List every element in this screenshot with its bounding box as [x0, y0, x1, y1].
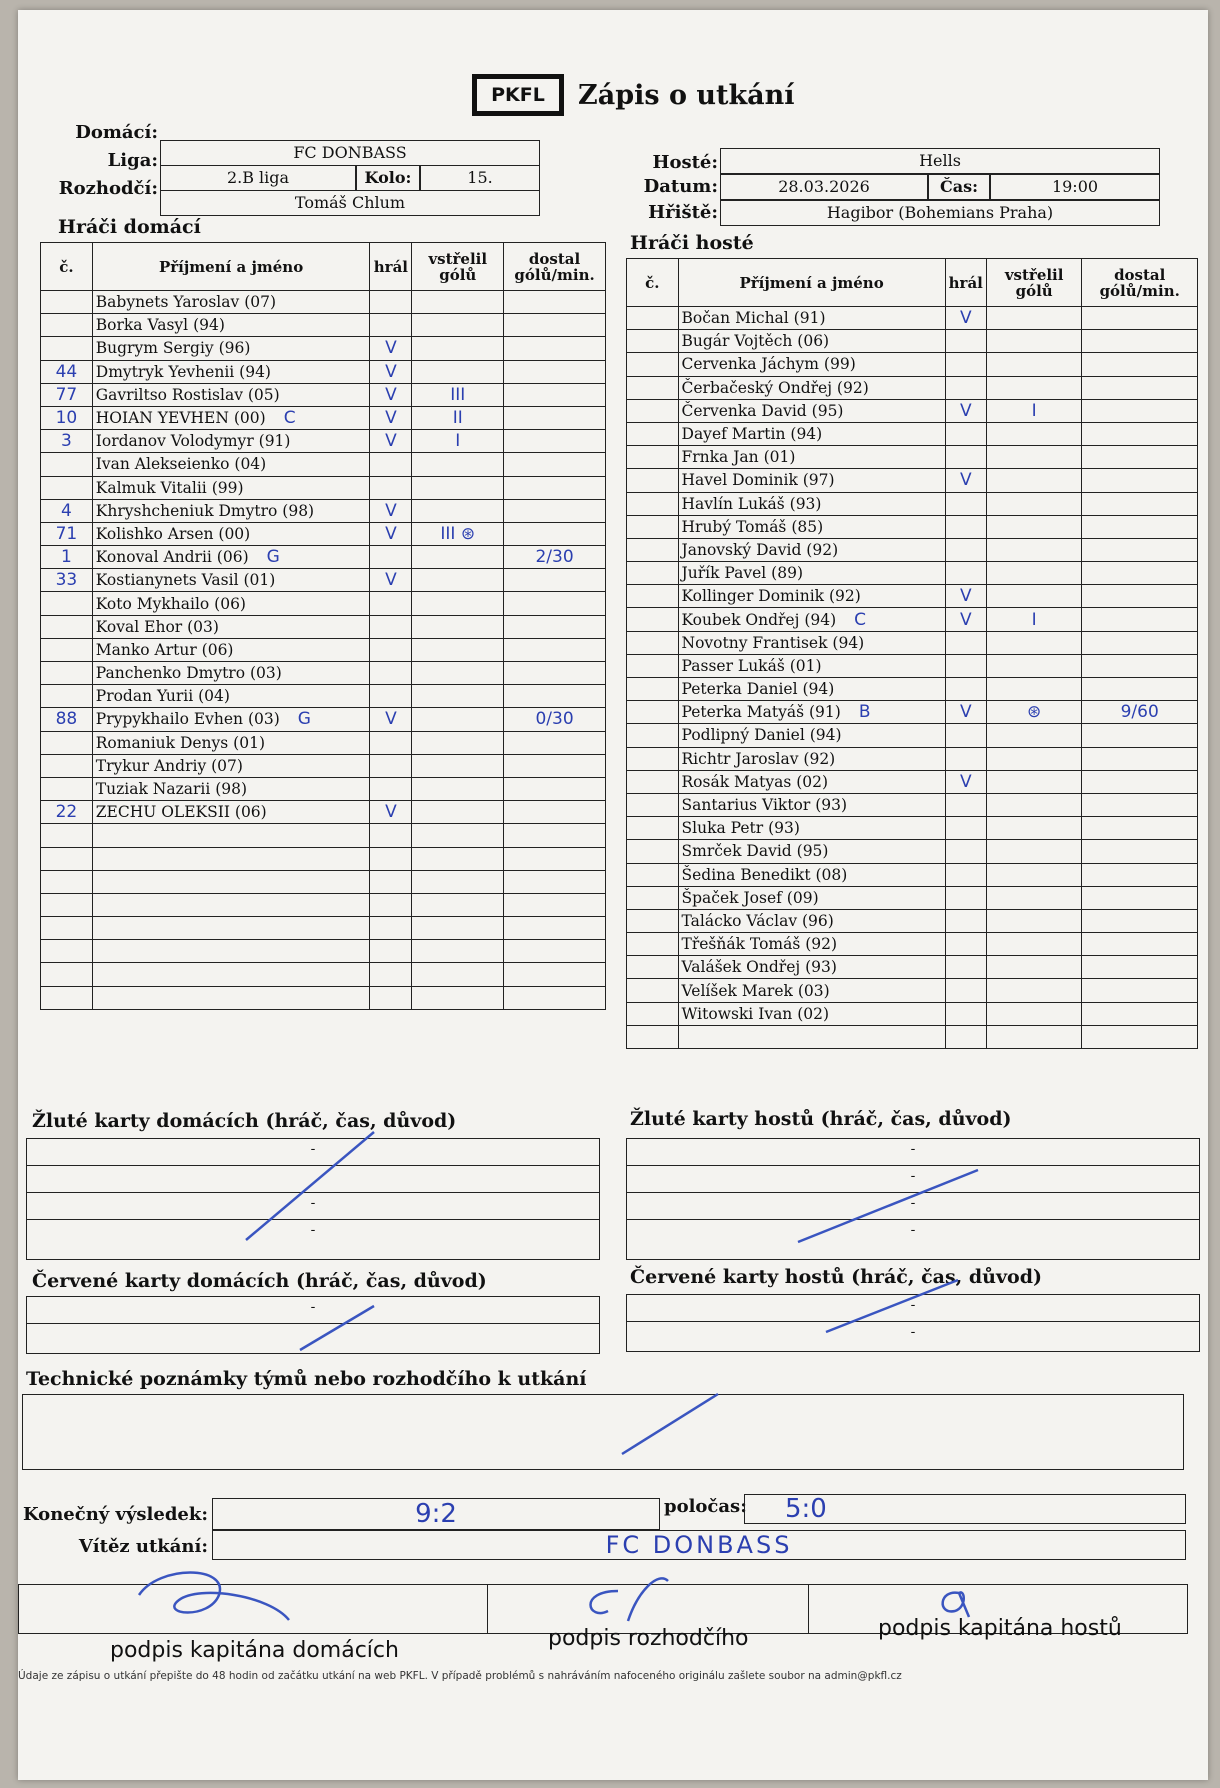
final-result-label: Konečný výsledek: — [22, 1504, 208, 1525]
pitch-label: Hřiště: — [648, 202, 718, 223]
date-label: Datum: — [643, 176, 718, 197]
red-cards-away-title: Červené karty hostů (hráč, čas, důvod) — [630, 1266, 1042, 1288]
goals-mark: ⊛ — [986, 701, 1082, 724]
away-captain-signature-label: podpis kapitána hostů — [878, 1616, 1122, 1641]
played-mark: V — [945, 307, 986, 330]
away-label: Hosté: — [652, 152, 718, 173]
played-mark: V — [945, 701, 986, 724]
player-name-text: Santarius Viktor (93) — [681, 796, 848, 815]
col-played: hrál — [945, 259, 986, 307]
player-name-text: Babynets Yaroslav (07) — [95, 293, 277, 312]
player-name-text: Manko Artur (06) — [95, 640, 234, 659]
card-row: - — [627, 1295, 1199, 1322]
player-number: 88 — [41, 708, 93, 731]
home-label: Domácí: — [75, 122, 158, 143]
player-name-text: Valášek Ondřej (93) — [681, 958, 837, 977]
played-mark: V — [945, 608, 986, 631]
player-name-text: Kalmuk Vitalii (99) — [95, 478, 244, 497]
played-mark: V — [370, 383, 412, 406]
player-number: 1 — [41, 546, 93, 569]
signature-scribble — [568, 1571, 708, 1631]
home-players-title: Hráči domácí — [58, 216, 201, 238]
away-players-title: Hráči hosté — [630, 232, 754, 254]
card-row: - — [27, 1139, 599, 1166]
home-captain-signature-label: podpis kapitána domácích — [110, 1638, 399, 1663]
player-number: 77 — [41, 383, 93, 406]
played-mark: V — [370, 337, 412, 360]
league-label: Liga: — [107, 150, 158, 171]
player-name-text: Bočan Michal (91) — [681, 309, 826, 328]
player-name-text: Borka Vasyl (94) — [95, 316, 225, 335]
player-name-text: Khryshcheniuk Dmytro (98) — [95, 501, 315, 520]
played-mark: V — [370, 522, 412, 545]
yellow-cards-home-title: Žluté karty domácích (hráč, čas, důvod) — [32, 1110, 457, 1132]
home-team-field: FC DONBASS — [160, 140, 540, 166]
player-name-text: Havel Dominik (97) — [681, 471, 835, 490]
player-name-text: Witowski Ivan (02) — [681, 1004, 830, 1023]
player-name-text: Koto Mykhailo (06) — [95, 594, 246, 613]
player-name-text: Talácko Václav (96) — [681, 911, 834, 930]
played-mark: V — [370, 569, 412, 592]
player-name-text: Peterka Daniel (94) — [681, 680, 835, 699]
player-name-text: Tuziak Nazarii (98) — [95, 780, 248, 799]
player-number: 3 — [41, 430, 93, 453]
halftime-field: 5:0 — [744, 1494, 1186, 1524]
col-scored: vstřelil gólů — [412, 243, 504, 291]
player-name-text: Kostianynets Vasil (01) — [95, 571, 276, 590]
date-field: 28.03.2026 — [720, 174, 928, 200]
player-name-text: Panchenko Dmytro (03) — [95, 664, 282, 683]
player-name-text: Gavriltso Rostislav (05) — [95, 385, 280, 404]
player-name-text: Trykur Andriy (07) — [95, 756, 243, 775]
player-name-text: Rosák Matyas (02) — [681, 772, 829, 791]
referee-signature-label: podpis rozhodčího — [548, 1626, 749, 1651]
player-name-text: Sluka Petr (93) — [681, 819, 800, 838]
time-label: Čas: — [928, 174, 990, 200]
player-number: 4 — [41, 499, 93, 522]
col-scored: vstřelil gólů — [986, 259, 1082, 307]
player-role-note: G — [266, 547, 280, 568]
league-field: 2.B liga — [160, 165, 356, 191]
card-row: - — [910, 1222, 916, 1238]
player-name-text: Červenka David (95) — [681, 401, 844, 420]
card-row: - — [910, 1324, 916, 1340]
final-result-field: 9:2 — [212, 1498, 660, 1530]
player-number: 71 — [41, 522, 93, 545]
player-name-text: HOIAN YEVHEN (00) — [95, 409, 266, 428]
player-name-text: ZECHU OLEKSII (06) — [95, 803, 267, 822]
round-label: Kolo: — [356, 165, 420, 191]
player-name-text: Frnka Jan (01) — [681, 448, 796, 467]
player-name-text: Podlipný Daniel (94) — [681, 726, 842, 745]
col-conceded: dostal gólů/min. — [1082, 259, 1198, 307]
pkfl-logo: PKFL — [472, 74, 564, 116]
strike-line — [798, 1170, 978, 1242]
played-mark: V — [945, 399, 986, 422]
player-name-text: Koval Ehor (03) — [95, 617, 219, 636]
player-number: 33 — [41, 569, 93, 592]
strike-line — [246, 1132, 374, 1240]
played-mark: V — [370, 430, 412, 453]
conceded-mark: 2/30 — [504, 546, 606, 569]
winner-field: FC DONBASS — [212, 1530, 1186, 1560]
card-row: - — [627, 1193, 1199, 1220]
goals-mark: I — [986, 399, 1082, 422]
player-name-text: Ivan Alekseienko (04) — [95, 455, 267, 474]
player-name-text: Šedina Benedikt (08) — [681, 865, 848, 884]
pitch-field: Hagibor (Bohemians Praha) — [720, 200, 1160, 226]
player-name-text: Hrubý Tomáš (85) — [681, 517, 824, 536]
played-mark: V — [370, 708, 412, 731]
played-mark: V — [370, 499, 412, 522]
player-role-note: C — [283, 408, 296, 429]
player-number: 44 — [41, 360, 93, 383]
yellow-cards-away-title: Žluté karty hostů (hráč, čas, důvod) — [630, 1108, 1012, 1130]
halftime-label: poločas: — [664, 1496, 747, 1517]
footer-note: Údaje ze zápisu o utkání přepište do 48 hodin od začátku utkání na web PKFL. V případě problémů s nahráváním nafoceného originálu zašlete soubor na admin@pkfl.cz — [18, 1670, 902, 1682]
played-mark: V — [370, 801, 412, 824]
player-name-text: Havlín Lukáš (93) — [681, 494, 822, 513]
player-name-text: Špaček Josef (09) — [681, 888, 819, 907]
player-name-text: Janovský David (92) — [681, 540, 839, 559]
card-row: - — [627, 1139, 1199, 1166]
player-name-text: Bugrym Sergiy (96) — [95, 339, 251, 358]
player-number: 10 — [41, 406, 93, 429]
goals-mark: I — [412, 430, 504, 453]
strike-line — [622, 1394, 718, 1454]
player-role-note: C — [854, 609, 867, 630]
player-name-text: Romaniuk Denys (01) — [95, 733, 265, 752]
player-name-text: Prodan Yurii (04) — [95, 687, 230, 706]
player-name-text: Koubek Ondřej (94) — [681, 610, 837, 629]
card-row: - — [627, 1166, 1199, 1193]
player-name-text: Kolishko Arsen (00) — [95, 524, 251, 543]
signature-scribble — [119, 1565, 319, 1625]
player-number: 22 — [41, 801, 93, 824]
col-conceded: dostal gólů/min. — [504, 243, 606, 291]
played-mark: V — [370, 360, 412, 383]
player-name-text: Dayef Martin (94) — [681, 425, 823, 444]
goals-mark: III ⊛ — [412, 522, 504, 545]
card-row: - — [27, 1297, 599, 1324]
played-mark: V — [945, 469, 986, 492]
player-role-note: G — [297, 709, 311, 730]
strike-line — [300, 1306, 374, 1350]
player-name-text: Peterka Matyáš (91) — [681, 703, 841, 722]
player-name-text: Smrček David (95) — [681, 842, 829, 861]
col-number: č. — [627, 259, 679, 307]
player-name-text: Velíšek Marek (03) — [681, 981, 830, 1000]
player-name-text: Passer Lukáš (01) — [681, 656, 822, 675]
played-mark: V — [945, 770, 986, 793]
player-name-text: Čerbačeský Ondřej (92) — [681, 378, 869, 397]
player-name-text: Dmytryk Yevhenii (94) — [95, 362, 271, 381]
conceded-mark: 0/30 — [504, 708, 606, 731]
winner-label: Vítěz utkání: — [78, 1536, 208, 1557]
player-role-note: B — [858, 702, 871, 723]
away-team-field: Hells — [720, 148, 1160, 174]
player-name-text: Třešňák Tomáš (92) — [681, 935, 838, 954]
player-name-text: Prypykhailo Evhen (03) — [95, 710, 280, 729]
page-title: Zápis o utkání — [578, 80, 795, 111]
player-name-text: Kollinger Dominik (92) — [681, 587, 861, 606]
goals-mark: II — [412, 406, 504, 429]
player-name-text: Juřík Pavel (89) — [681, 564, 804, 583]
home-captain-signature-box — [19, 1585, 488, 1633]
referee-label: Rozhodčí: — [58, 178, 158, 199]
played-mark: V — [945, 585, 986, 608]
referee-field: Tomáš Chlum — [160, 190, 540, 216]
player-name-text: Richtr Jaroslav (92) — [681, 749, 836, 768]
player-name-text: Iordanov Volodymyr (91) — [95, 432, 291, 451]
match-sheet — [18, 10, 1208, 1780]
red-cards-home-title: Červené karty domácích (hráč, čas, důvod) — [32, 1270, 487, 1292]
col-name: Příjmení a jméno — [92, 243, 370, 291]
time-field: 19:00 — [990, 174, 1160, 200]
card-row: - — [27, 1193, 599, 1220]
player-name-text: Konoval Andrii (06) — [95, 548, 249, 567]
player-name-text: Bugár Vojtěch (06) — [681, 332, 830, 351]
col-name: Příjmení a jméno — [678, 259, 945, 307]
player-name-text: Novotny Frantisek (94) — [681, 633, 865, 652]
strike-line — [826, 1280, 958, 1332]
goals-mark: III — [412, 383, 504, 406]
conceded-mark: 9/60 — [1082, 701, 1198, 724]
goals-mark: I — [986, 608, 1082, 631]
technical-notes-title: Technické poznámky týmů nebo rozhodčího k utkání — [26, 1368, 587, 1390]
col-number: č. — [41, 243, 93, 291]
played-mark: V — [370, 406, 412, 429]
round-field: 15. — [420, 165, 540, 191]
col-played: hrál — [370, 243, 412, 291]
player-name-text: Cervenka Jáchym (99) — [681, 355, 856, 374]
card-row: - — [310, 1222, 316, 1238]
